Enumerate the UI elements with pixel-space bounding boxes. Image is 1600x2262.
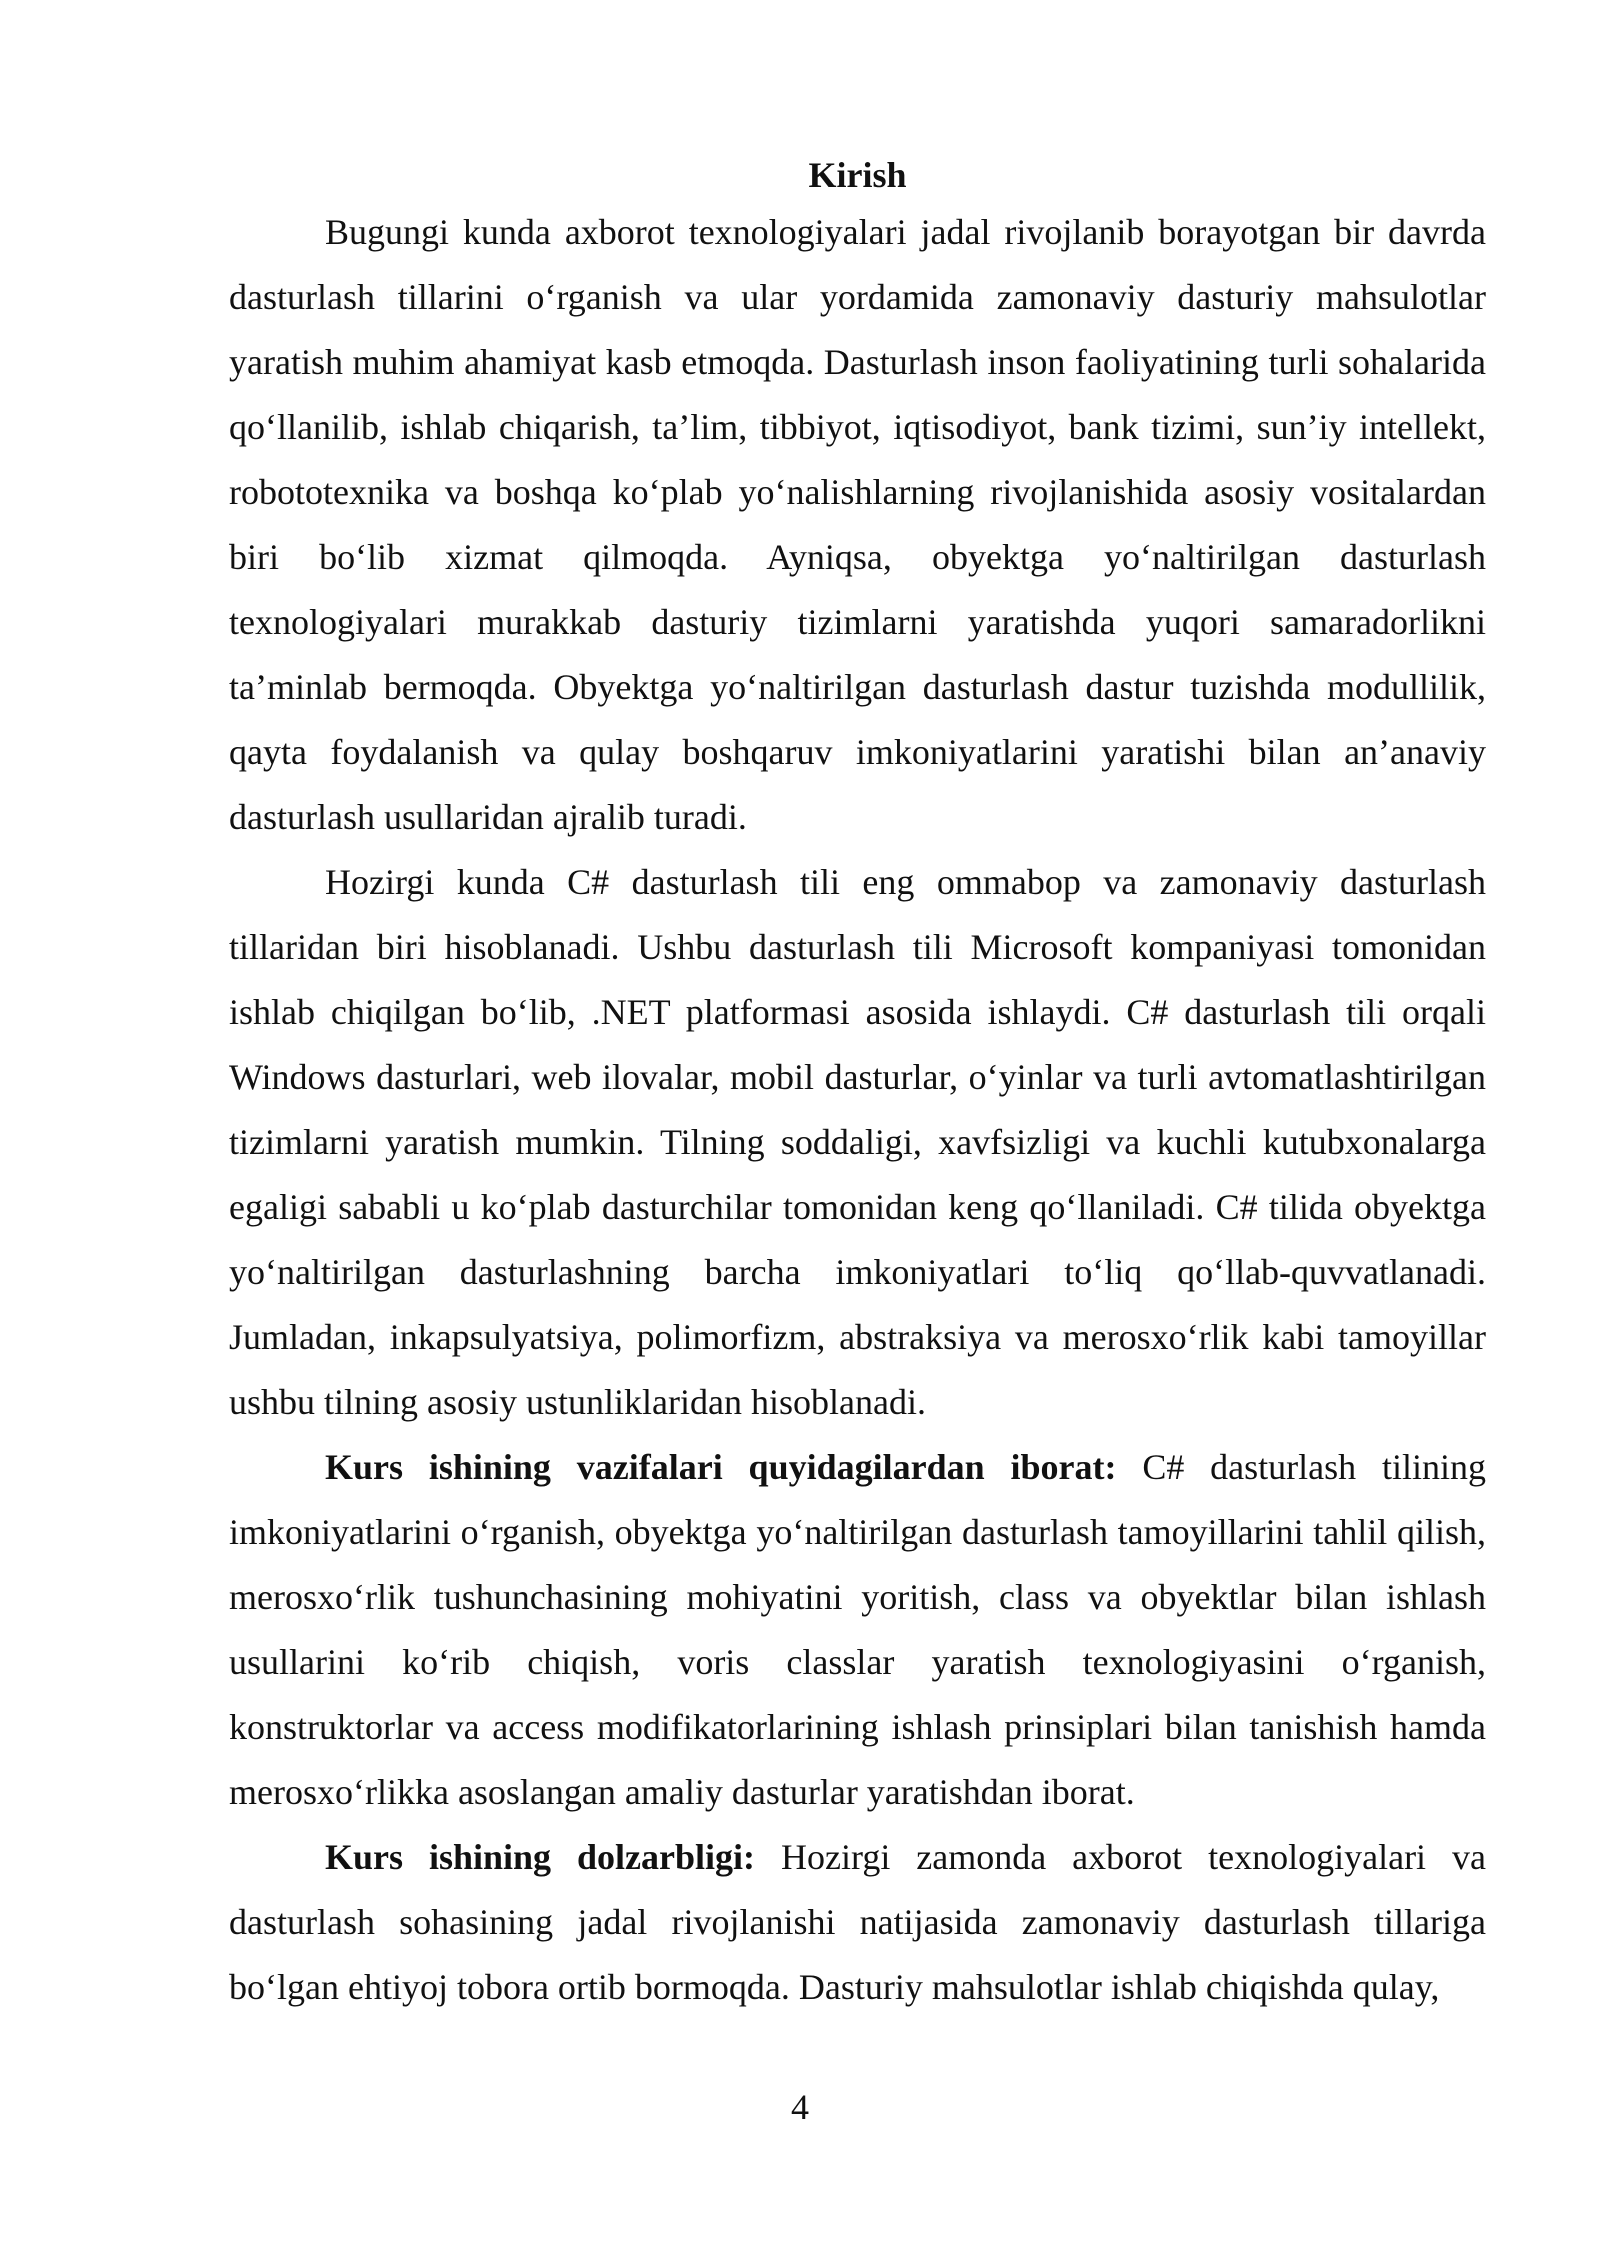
paragraph-text: Hozirgi zamonda axborot texnologiyalari va dasturlash sohasining jadal rivojlanishi natijasida zamonaviy dasturlash tillariga bo‘lgan ehtiyoj tobora ortib bormoqda. Dasturiy mahsulotlar ishlab chiqishda qulay, <box>229 1837 1487 2007</box>
paragraph-lead: Kurs ishining dolzarbligi: <box>325 1837 756 1877</box>
paragraph-text: C# dasturlash tilining imkoniyatlarini o‘rganish, obyektga yo‘naltirilgan dasturlash tamoyillarini tahlil qilish, merosxo‘rlik tushunchasining mohiyatini yoritish, class va obyektlar bilan ishlash usullarini ko‘rib chiqish, voris classlar yaratish texnologiyasini o‘rganish, konstruktorlar va access modifikatorlarining ishlash prinsiplari bilan tanishish hamda merosxo‘rlikka asoslangan amaliy dasturlar yaratishdan iborat. <box>229 1447 1486 1812</box>
page-body <box>229 150 1486 2020</box>
paragraph-text: Hozirgi kunda C# dasturlash tili eng ommabop va zamonaviy dasturlash tillaridan biri hisoblanadi. Ushbu dasturlash tili Microsoft kompaniyasi tomonidan ishlab chiqilgan bo‘lib, .NET platformasi asosida ishlaydi. C# dasturlash tili orqali Windows dasturlari, web ilovalar, mobil dasturlar, o‘yinlar va turli avtomatlashtirilgan tizimlarni yaratish mumkin. Tilning soddaligi, xavfsizligi va kuchli kutubxonalarga egaligi sababli u ko‘plab dasturchilar tomonidan keng qo‘llaniladi. C# tilida obyektga yo‘naltirilgan dasturlashning barcha imkoniyatlari to‘liq qo‘llab-quvvatlanadi. Jumladan, inkapsulyatsiya, polimorfizm, abstraksiya va merosxo‘rlik kabi tamoyillar ushbu tilning asosiy ustunliklaridan hisoblanadi. <box>229 862 1486 1422</box>
page-number: 4 <box>791 2087 809 2127</box>
paragraph-introduction <box>229 200 1486 850</box>
paragraph-relevance <box>229 1825 1486 2020</box>
paragraph-text: Bugungi kunda axborot texnologiyalari jadal rivojlanib borayotgan bir davrda dasturlash tillarini o‘rganish va ular yordamida zamonaviy dasturiy mahsulotlar yaratish muhim ahamiyat kasb etmoqda. Dasturlash inson faoliyatining turli sohalarida qo‘llanilib, ishlab chiqarish, ta’lim, tibbiyot, iqtisodiyot, bank tizimi, sun’iy intellekt, robototexnika va boshqa ko‘plab yo‘nalishlarning rivojlanishida asosiy vositalardan biri bo‘lib xizmat qilmoqda. Ayniqsa, obyektga yo‘naltirilgan dasturlash texnologiyalari murakkab dasturiy tizimlarni yaratishda yuqori samaradorlikni ta’minlab bermoqda. Obyektga yo‘naltirilgan dasturlash dastur tuzishda modullilik, qayta foydalanish va qulay boshqaruv imkoniyatlarini yaratishi bilan an’anaviy dasturlash usullaridan ajralib turadi. <box>229 212 1486 837</box>
paragraph-tasks <box>229 1435 1486 1825</box>
paragraph-lead: Kurs ishining vazifalari quyidagilardan iborat: <box>325 1447 1117 1487</box>
section-title: Kirish <box>808 155 907 195</box>
paragraph-csharp <box>229 850 1486 1435</box>
